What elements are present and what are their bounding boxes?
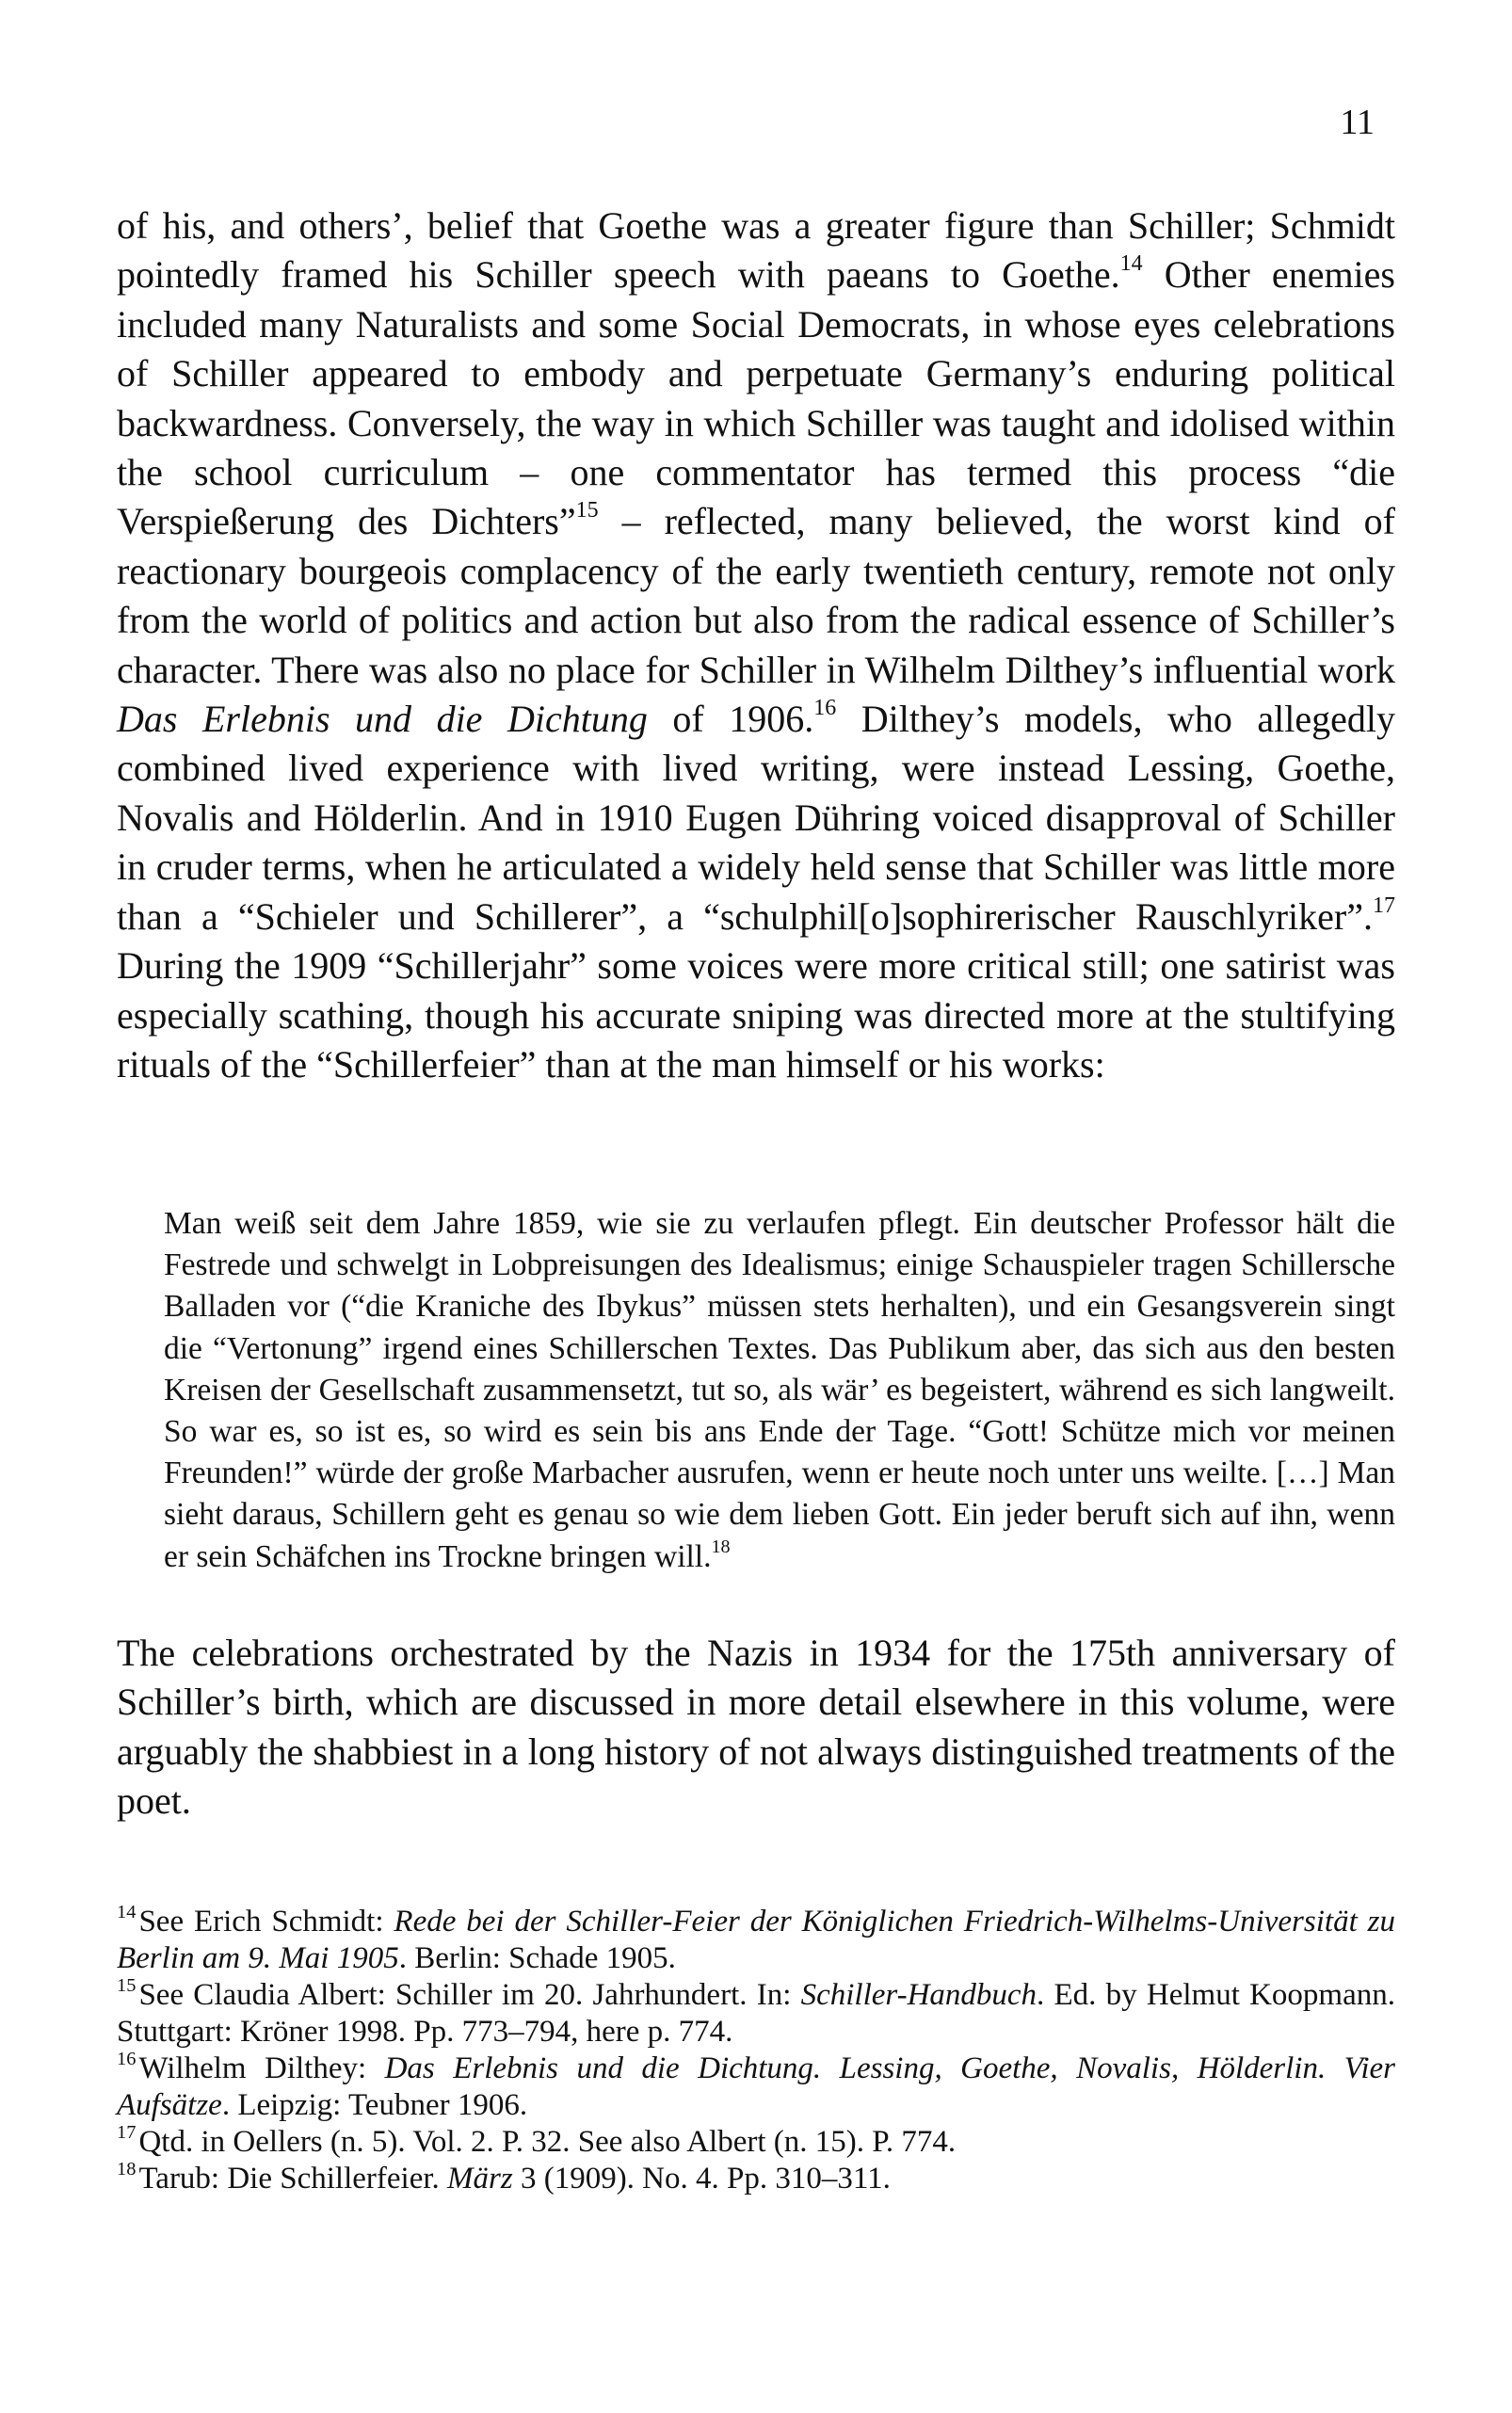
paragraph-1 (117, 201, 1395, 1089)
text-segment: The celebrations orchestrated by the Nazis in 1934 for the 175th anniversary of Schiller’s birth, which are discussed in more detail elsewhere in this volume, were arguably the shabbiest in a long history of not always distinguished treatments of the poet. (117, 1632, 1395, 1823)
footnote-title: Das Erlebnis und die Dichtung. Lessing, Goethe, Novalis, Hölderlin. Vier Aufsätze (117, 2051, 1395, 2122)
page-number: 11 (1340, 103, 1375, 142)
footnote-text: Tarub: Die Schillerfeier. (138, 2162, 448, 2196)
work-title: Das Erlebnis und die Dichtung (117, 698, 648, 741)
footnote-15 (117, 1974, 1395, 2051)
footnotes (117, 1901, 1395, 2197)
footnote-ref-16[interactable]: 16 (813, 696, 837, 721)
quote-text: Man weiß seit dem Jahre 1859, wie sie zu verlaufen pflegt. Ein deutscher Professor hält die Festrede und schwelgt in Lobpreisungen des Idealismus; einige Schauspieler tragen Schillersche Balladen vor (“die Kraniche des Ibykus” müssen stets herhalten), und ein Gesangsverein singt die “Vertonung” irgend eines Schillerschen Textes. Das Publikum aber, das sich aus den besten Kreisen der Gesellschaft zusammensetzt, tut so, als wär’ es begeistert, während es sich langweilt. So war es, so ist es, so wird es sein bis ans Ende der Tage. “Gott! Schütze mich vor meinen Freunden!” würde der große Marbacher ausrufen, wenn er heute noch unter uns weilte. […] Man sieht daraus, Schillern geht es genau so wie dem lieben Gott. Ein jeder beruft sich auf ihn, wenn er sein Schäfchen ins Trockne bringen will. (164, 1206, 1395, 1574)
footnote-text: Qtd. in Oellers (n. 5). Vol. 2. P. 32. See also Albert (n. 15). P. 774. (138, 2125, 957, 2159)
footnote-text: See Erich Schmidt: (138, 1905, 394, 1938)
footnote-ref-18[interactable]: 18 (711, 1536, 731, 1557)
footnote-ref-15[interactable]: 15 (575, 498, 599, 523)
footnote-text: . Berlin: Schade 1905. (398, 1941, 676, 1975)
footnote-17 (117, 2121, 1395, 2161)
footnote-18 (117, 2158, 1395, 2197)
footnote-14 (117, 1901, 1395, 1977)
footnote-ref-17[interactable]: 17 (1373, 893, 1395, 918)
text-segment: Other enemies included many Naturalists and some Social Democrats, in whose eyes celebrations of Schiller appeared to embody and perpetuate Germany’s enduring political backwardness. Conversely, the way in which Schiller was taught and idolised within the school curriculum – one commentator has termed this process “die Verspießerung des Dichters” (117, 253, 1395, 543)
footnote-text: . Leipzig: Teubner 1906. (221, 2088, 528, 2122)
block-quote (164, 1203, 1395, 1578)
footnote-ref-14[interactable]: 14 (1119, 251, 1143, 277)
footnote-number: 18 (117, 2158, 137, 2180)
footnote-number: 15 (117, 1974, 137, 1996)
footnote-title: Schiller-Handbuch (800, 1978, 1037, 2012)
text-segment: Dilthey’s models, who allegedly combined lived experience with lived writing, were instead Lessing, Goethe, Novalis and Hölderlin. And in 1910 Eugen Dühring voiced disapproval of Schiller in cruder terms, when he articulated a widely held sense that Schiller was little more than a “Schieler und Schillerer”, a “schulphil[o]sophirerischer Rauschlyriker”. (117, 698, 1395, 938)
footnote-text: 3 (1909). No. 4. Pp. 310–311. (512, 2162, 891, 2196)
text-segment: of 1906. (647, 698, 814, 741)
text-segment: of his, and others’, belief that Goethe was a greater figure than Schiller; Schmidt pointedly framed his Schiller speech with paeans to Goethe. (117, 204, 1395, 297)
text-segment: During the 1909 “Schillerjahr” some voices were more critical still; one satirist was especially scathing, though his accurate sniping was directed more at the stultifying rituals of the “Schillerfeier” than at the man himself or his works: (117, 944, 1395, 1086)
footnote-title: Rede bei der Schiller-Feier der Königlichen Friedrich-Wilhelms-Universität zu Berlin am 9. Mai 1905 (117, 1905, 1395, 1975)
footnote-text: See Claudia Albert: Schiller im 20. Jahrhundert. In: (138, 1978, 801, 2012)
footnote-title: März (447, 2162, 513, 2196)
footnote-text: . Ed. by Helmut Koopmann. Stuttgart: Kröner 1998. Pp. 773–794, here p. 774. (117, 1978, 1395, 2049)
footnote-number: 17 (117, 2121, 137, 2143)
paragraph-2 (117, 1629, 1395, 1826)
text-segment: – reflected, many believed, the worst kind of reactionary bourgeois complacency of the early twentieth century, remote not only from the world of politics and action but also from the radical essence of Schiller’s character. There was also no place for Schiller in Wilhelm Dilthey’s influential work (117, 500, 1395, 691)
footnote-number: 16 (117, 2048, 137, 2069)
footnote-16 (117, 2048, 1395, 2124)
footnote-text: Wilhelm Dilthey: (138, 2051, 385, 2085)
footnote-number: 14 (117, 1901, 137, 1922)
